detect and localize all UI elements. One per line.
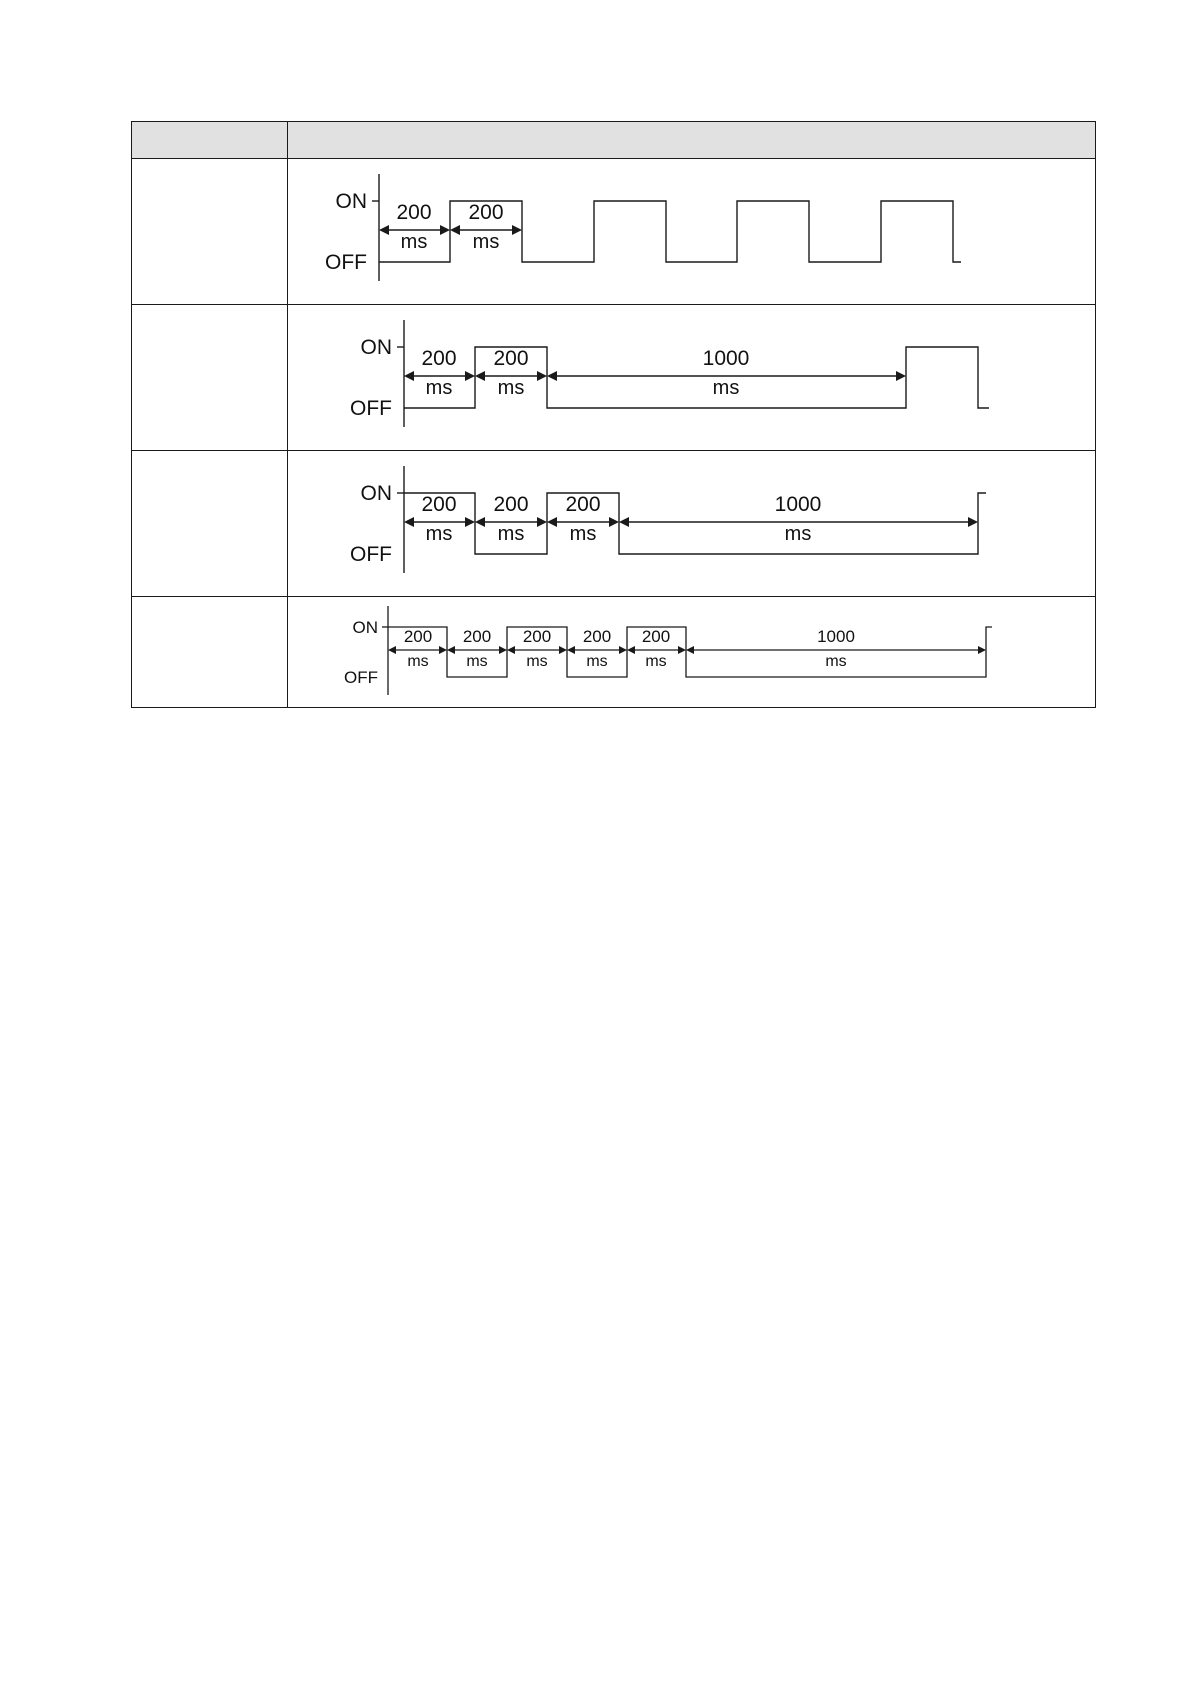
interval-unit: ms <box>784 523 812 545</box>
arrow-head <box>896 371 906 381</box>
arrow-head <box>450 225 460 235</box>
interval-value: 200 <box>468 201 504 224</box>
interval-value: 200 <box>421 493 457 516</box>
interval-unit: ms <box>586 653 608 670</box>
arrow-head <box>404 371 414 381</box>
arrow-head <box>447 646 455 654</box>
interval-unit: ms <box>645 653 667 670</box>
table-header-row <box>132 122 1096 159</box>
waveform-cell <box>288 597 1096 708</box>
arrow-head <box>678 646 686 654</box>
arrow-head <box>475 517 485 527</box>
interval-unit: ms <box>712 377 740 399</box>
arrow-head <box>567 646 575 654</box>
arrow-head <box>609 517 619 527</box>
interval-value: 200 <box>403 627 433 646</box>
arrow-head <box>507 646 515 654</box>
interval-unit: ms <box>526 653 548 670</box>
interval-value: 1000 <box>774 493 822 516</box>
interval-value: 200 <box>493 347 529 370</box>
row-label <box>132 451 288 597</box>
interval-value: 200 <box>522 627 552 646</box>
waveform-diagram-2 <box>288 305 1096 450</box>
signal-trace <box>404 493 986 554</box>
timing-table <box>131 121 1096 708</box>
table-row <box>132 159 1096 305</box>
waveform-cell <box>288 305 1096 451</box>
table-row <box>132 451 1096 597</box>
arrow-head <box>379 225 389 235</box>
on-level-label: ON <box>335 190 367 213</box>
arrow-head <box>440 225 450 235</box>
arrow-head <box>968 517 978 527</box>
arrow-head <box>475 371 485 381</box>
interval-unit: ms <box>472 231 500 253</box>
arrow-head <box>547 517 557 527</box>
on-level-label: ON <box>360 336 392 359</box>
row-label <box>132 159 288 305</box>
arrow-head <box>537 371 547 381</box>
on-level-label: ON <box>360 482 392 505</box>
arrow-head <box>619 517 629 527</box>
interval-value: 200 <box>565 493 601 516</box>
interval-value: 200 <box>582 627 612 646</box>
arrow-head <box>559 646 567 654</box>
interval-unit: ms <box>400 231 428 253</box>
waveform-diagram-3 <box>288 451 1096 596</box>
off-level-label: OFF <box>350 543 392 566</box>
signal-trace <box>379 201 961 262</box>
arrow-head <box>686 646 694 654</box>
table-row <box>132 305 1096 451</box>
waveform-cell <box>288 159 1096 305</box>
off-level-label: OFF <box>325 251 367 274</box>
waveform-diagram-1 <box>288 159 1096 304</box>
header-cell-pattern <box>288 122 1096 159</box>
arrow-head <box>627 646 635 654</box>
interval-value: 200 <box>493 493 529 516</box>
arrow-head <box>465 371 475 381</box>
arrow-head <box>512 225 522 235</box>
arrow-head <box>619 646 627 654</box>
arrow-head <box>978 646 986 654</box>
on-level-label: ON <box>352 618 378 637</box>
interval-value: 200 <box>641 627 671 646</box>
arrow-head <box>465 517 475 527</box>
row-label <box>132 597 288 708</box>
interval-value: 1000 <box>702 347 750 370</box>
interval-unit: ms <box>407 653 429 670</box>
interval-unit: ms <box>825 653 847 670</box>
row-label <box>132 305 288 451</box>
interval-value: 200 <box>462 627 492 646</box>
table-row <box>132 597 1096 708</box>
waveform-diagram-4 <box>288 597 1096 707</box>
interval-value: 200 <box>396 201 432 224</box>
interval-unit: ms <box>425 377 453 399</box>
off-level-label: OFF <box>344 668 378 687</box>
arrow-head <box>439 646 447 654</box>
interval-unit: ms <box>466 653 488 670</box>
interval-value: 200 <box>421 347 457 370</box>
arrow-head <box>547 371 557 381</box>
off-level-label: OFF <box>350 397 392 420</box>
header-cell-mode <box>132 122 288 159</box>
waveform-cell <box>288 451 1096 597</box>
interval-unit: ms <box>569 523 597 545</box>
interval-unit: ms <box>497 377 525 399</box>
arrow-head <box>404 517 414 527</box>
arrow-head <box>388 646 396 654</box>
interval-unit: ms <box>425 523 453 545</box>
interval-unit: ms <box>497 523 525 545</box>
arrow-head <box>499 646 507 654</box>
interval-value: 1000 <box>817 627 855 646</box>
arrow-head <box>537 517 547 527</box>
